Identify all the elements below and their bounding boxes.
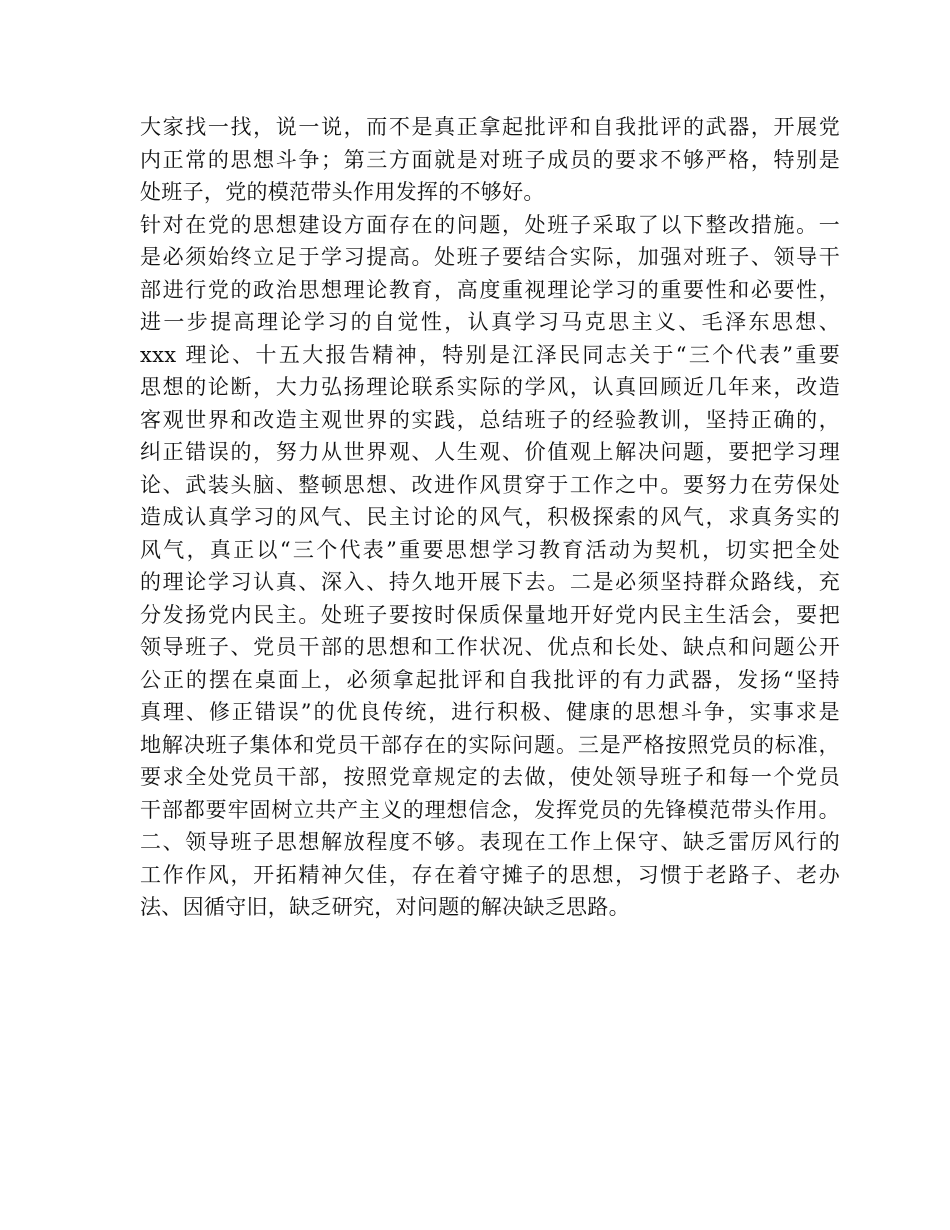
text-line: 处班子，党的模范带头作用发挥的不够好。	[140, 180, 545, 204]
text-line: 地解决班子集体和党员干部存在的实际问题。三是严格按照党员的标准，	[140, 732, 840, 757]
text-line: 论、武装头脑、整顿思想、改进作风贯穿于工作之中。要努力在劳保处	[140, 472, 840, 497]
text-line: 客观世界和改造主观世界的实践，总结班子的经验教训，坚持正确的，	[140, 407, 840, 432]
text-line: 风气，真正以“三个代表”重要思想学习教育活动为契机，切实把全处	[140, 537, 840, 562]
text-line: 是必须始终立足于学习提高。处班子要结合实际，加强对班子、领导干	[140, 245, 840, 269]
text-line: 造成认真学习的风气、民主讨论的风气，积极探索的风气，求真务实的	[140, 505, 840, 529]
text-line: 领导班子、党员干部的思想和工作状况、优点和长处、缺点和问题公开	[140, 635, 840, 659]
text-line: 干部都要牢固树立共产主义的理想信念，发挥党员的先锋模范带头作用。	[140, 797, 840, 822]
text-line: 的理论学习认真、深入、持久地开展下去。二是必须坚持群众路线，充	[140, 570, 840, 594]
text-line: 法、因循守旧，缺乏研究，对问题的解决缺乏思路。	[140, 895, 630, 919]
text-line: 内正常的思想斗争；第三方面就是对班子成员的要求不够严格，特别是	[140, 147, 840, 172]
text-line: 部进行党的政治思想理论教育，高度重视理论学习的重要性和必要性，	[140, 277, 840, 302]
text-line: 大家找一找，说一说，而不是真正拿起批评和自我批评的武器，开展党	[140, 115, 840, 139]
text-line: 纠正错误的，努力从世界观、人生观、价值观上解决问题，要把学习理	[140, 440, 840, 464]
text-line: 工作作风，开拓精神欠佳，存在着守摊子的思想，习惯于老路子、老办	[140, 862, 840, 887]
text-line: 分发扬党内民主。处班子要按时保质保量地开好党内民主生活会，要把	[140, 602, 840, 627]
text-line: 二、领导班子思想解放程度不够。表现在工作上保守、缺乏雷厉风行的	[140, 830, 840, 854]
text-line: 要求全处党员干部，按照党章规定的去做，使处领导班子和每一个党员	[140, 765, 840, 789]
text-line: 公正的摆在桌面上，必须拿起批评和自我批评的有力武器，发扬“坚持	[140, 667, 840, 692]
text-line: 进一步提高理论学习的自觉性，认真学习马克思主义、毛泽东思想、	[140, 310, 840, 334]
text-line: 思想的论断，大力弘扬理论联系实际的学风，认真回顾近几年来，改造	[140, 375, 840, 399]
text-line: xxx 理论、十五大报告精神，特别是江泽民同志关于“三个代表”重要	[140, 342, 840, 367]
body-text	[140, 111, 840, 924]
text-line: 真理、修正错误”的优良传统，进行积极、健康的思想斗争，实事求是	[140, 700, 840, 724]
text-line: 针对在党的思想建设方面存在的问题，处班子采取了以下整改措施。一	[140, 212, 840, 237]
